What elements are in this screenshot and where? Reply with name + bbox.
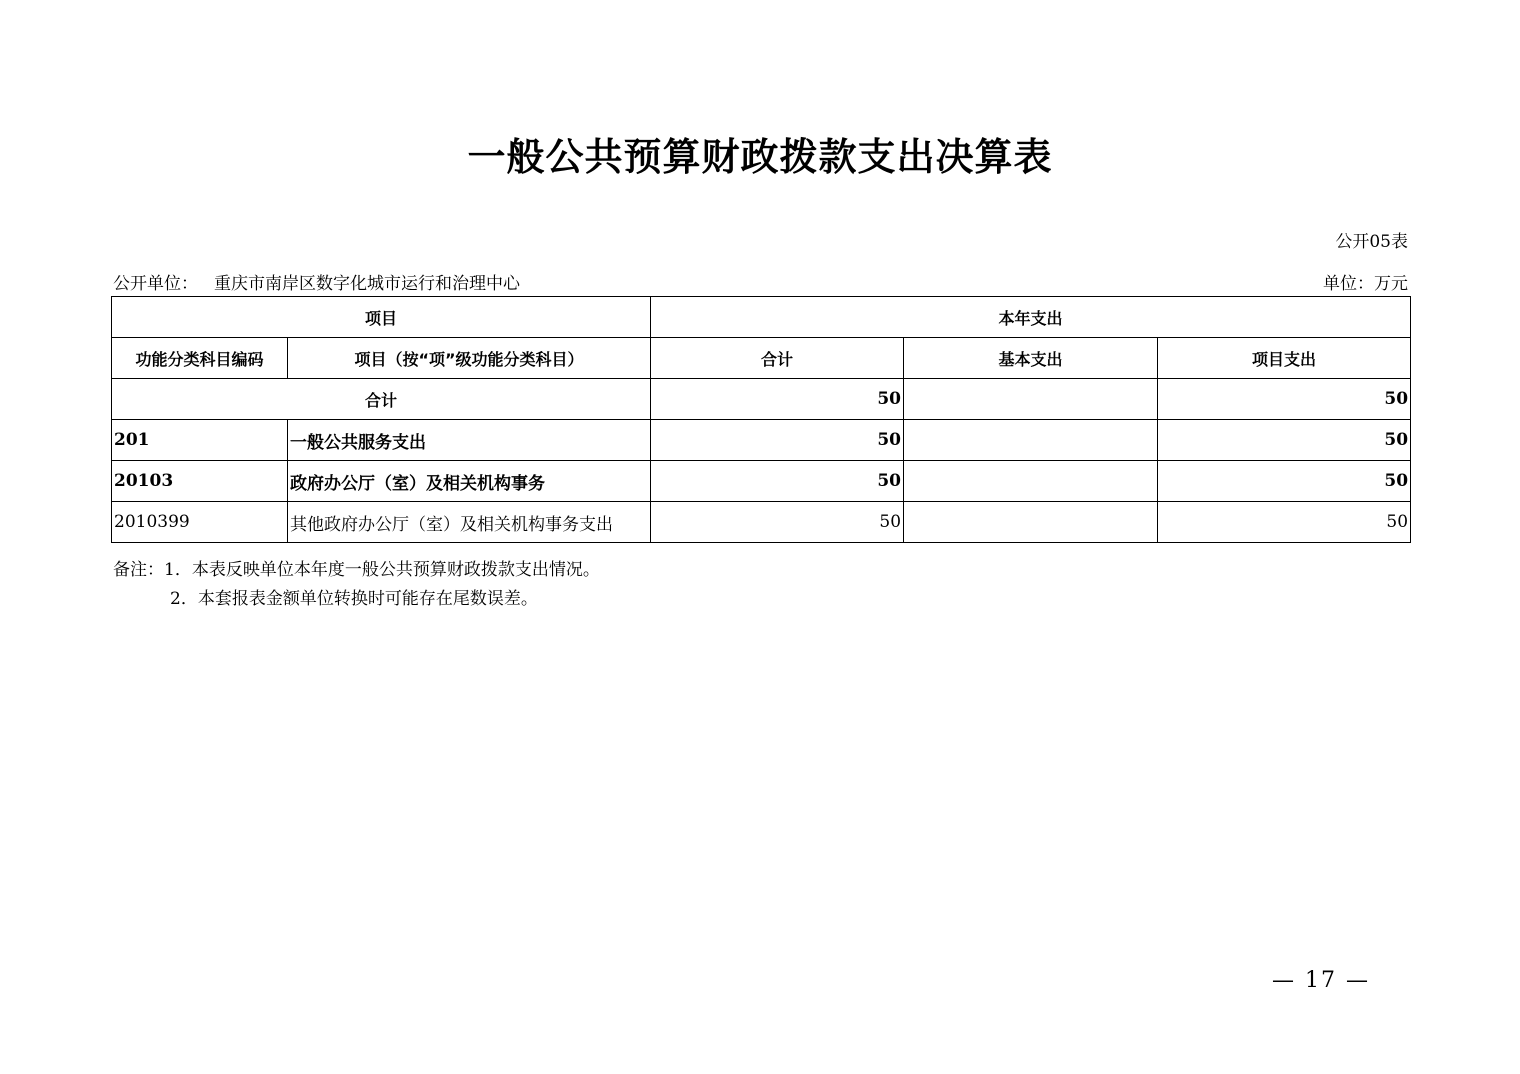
header-code: 功能分类科目编码 <box>112 338 288 379</box>
total-row <box>112 379 1411 420</box>
row-name: 其他政府办公厅（室）及相关机构事务支出 <box>288 502 651 543</box>
note-1: 备注：1．本表反映单位本年度一般公共预算财政拨款支出情况。 <box>113 560 600 580</box>
header-project: 项目支出 <box>1158 338 1411 379</box>
note-2: 2．本套报表金额单位转换时可能存在尾数误差。 <box>170 589 538 609</box>
currency-unit: 单位：万元 <box>1323 274 1408 294</box>
header-row-1 <box>112 297 1411 338</box>
table-row <box>112 420 1411 461</box>
row-basic <box>904 420 1158 461</box>
header-total: 合计 <box>651 338 904 379</box>
row-code: 2010399 <box>112 502 288 543</box>
row-name: 一般公共服务支出 <box>288 420 651 461</box>
row-project: 50 <box>1158 420 1411 461</box>
table-row <box>112 502 1411 543</box>
total-row-total: 50 <box>651 379 904 420</box>
header-current-year: 本年支出 <box>651 297 1411 338</box>
row-project: 50 <box>1158 461 1411 502</box>
row-code: 20103 <box>112 461 288 502</box>
row-basic <box>904 461 1158 502</box>
row-code: 201 <box>112 420 288 461</box>
header-row-2 <box>112 338 1411 379</box>
total-row-label: 合计 <box>112 379 651 420</box>
notes <box>113 556 600 614</box>
table-row <box>112 461 1411 502</box>
table-number: 公开05表 <box>1335 232 1408 252</box>
total-row-basic <box>904 379 1158 420</box>
total-row-project: 50 <box>1158 379 1411 420</box>
reporting-unit-name: 重庆市南岸区数字化城市运行和治理中心 <box>214 274 520 294</box>
reporting-unit-label: 公开单位： <box>113 274 198 294</box>
row-total: 50 <box>651 461 904 502</box>
reporting-unit <box>113 272 520 296</box>
expenditure-table <box>111 296 1411 543</box>
row-basic <box>904 502 1158 543</box>
row-total: 50 <box>651 420 904 461</box>
row-name: 政府办公厅（室）及相关机构事务 <box>288 461 651 502</box>
header-basic: 基本支出 <box>904 338 1158 379</box>
row-total: 50 <box>651 502 904 543</box>
row-project: 50 <box>1158 502 1411 543</box>
page-title: 一般公共预算财政拨款支出决算表 <box>467 134 1053 179</box>
header-item: 项目 <box>112 297 651 338</box>
page-number: — 17 — <box>1272 968 1370 993</box>
unit-info-row <box>113 272 1410 296</box>
header-item-by-class: 项目（按“项”级功能分类科目） <box>288 338 651 379</box>
